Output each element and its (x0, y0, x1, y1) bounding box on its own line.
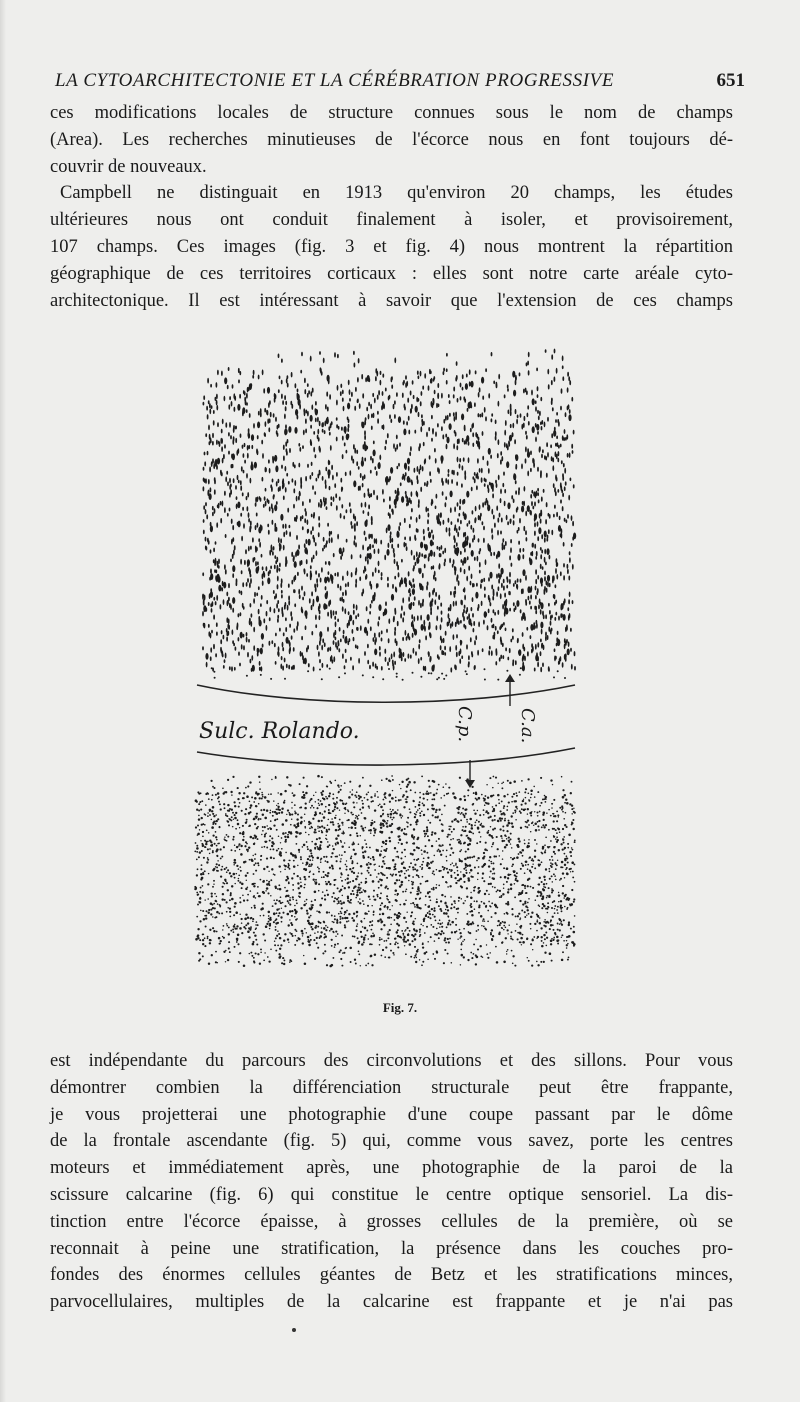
running-header (55, 70, 745, 92)
figure-caption: Fig. 7. (382, 1000, 418, 1015)
cortex-section-figure (185, 330, 585, 980)
text-line: tinction entre l'écorce épaisse, à grosses cellules de la première, où se (50, 1211, 733, 1232)
text-line: 107 champs. Ces images (fig. 3 et fig. 4) nous montrent la répartition (50, 236, 733, 257)
text-line: couvrir de nouveaux. (50, 156, 207, 177)
text-line: moteurs et immédiatement après, une photographie de la paroi de la (50, 1158, 733, 1179)
cortex-drawing (185, 330, 585, 980)
paragraph-bottom (50, 1048, 733, 1316)
text-line: démontrer combien la différenciation structurale peut être frappante, (50, 1077, 733, 1098)
text-line: fondes des énormes cellules géantes de Betz et les stratifications minces, (50, 1265, 733, 1286)
ca-arrow-head (505, 674, 515, 682)
sulcus-lower-line (197, 748, 575, 765)
text-line: reconnait à peine une stratification, la présence dans les couches pro- (50, 1238, 733, 1259)
printer-mark (292, 1328, 296, 1332)
text-line: je vous projetterai une photographie d'une coupe passant par le dôme (50, 1104, 733, 1125)
text-line: est indépendante du parcours des circonvolutions et des sillons. Pour vous (50, 1051, 733, 1071)
text-line: (Area). Les recherches minutieuses de l'écorce nous en font toujours dé- (50, 129, 733, 150)
lower-cortex-cell-stipple (194, 775, 576, 967)
text-line: ces modifications locales de structure connues sous le nom de champs (50, 103, 733, 123)
text-line: ultérieures nous ont conduit finalement à isoler, et provisoirement, (50, 210, 733, 231)
cp-label: C.p. (454, 706, 475, 743)
running-title: LA CYTOARCHITECTONIE ET LA CÉRÉBRATION PROGRESSIVE (55, 70, 615, 91)
text-line: parvocellulaires, multiples de la calcarine est frappante et je n'ai pas (50, 1292, 733, 1313)
text-line: géographique de ces territoires corticaux : elles sont notre carte aréale cyto- (50, 263, 733, 284)
sulcus-upper-line (197, 685, 575, 702)
text-line: architectonique. Il est intéressant à savoir que l'extension de ces champs (50, 290, 733, 311)
text-line: de la frontale ascendante (fig. 5) qui, comme vous savez, porte les centres (50, 1131, 733, 1152)
text-line: scissure calcarine (fig. 6) qui constitue le centre optique sensoriel. La dis- (50, 1184, 733, 1205)
page-number: 651 (716, 70, 745, 91)
upper-cortex-cell-stipple (202, 349, 576, 681)
sulcus-label: Sulc. Rolando. (199, 719, 360, 744)
page-edge-shadow (0, 0, 6, 1402)
ca-label: C.a. (517, 708, 538, 744)
paragraph-top (50, 100, 733, 314)
text-line: Campbell ne distinguait en 1913 qu'environ 20 champs, les études (60, 183, 733, 204)
